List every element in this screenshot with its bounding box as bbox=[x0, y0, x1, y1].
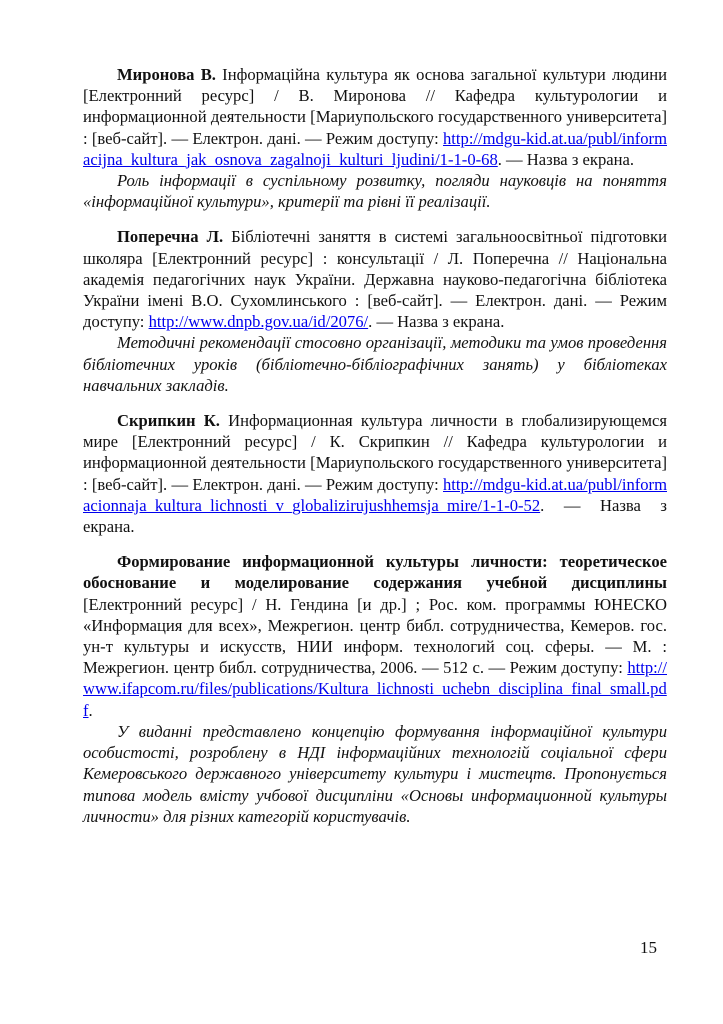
entry-suffix: . bbox=[88, 700, 93, 720]
entry-citation bbox=[83, 410, 667, 537]
entry-citation bbox=[83, 226, 667, 332]
entry-author: Формирование информационной культуры личности: теоретическое обоснование и моделирование содержания учебной дисциплины bbox=[83, 552, 667, 593]
entry-suffix: . — Назва з екрана. bbox=[83, 495, 667, 537]
annotation-text: Методичні рекомендації стосовно організації, методики та умов проведення бібліотечних уроків (бібліотечно-бібліографічних занять) у бібліотеках навчальних закладів. bbox=[83, 333, 667, 395]
entry-citation bbox=[83, 551, 667, 721]
entry-link[interactable]: http://www.ifapcom.ru/files/publications/Kultura_lichnosti_uchebn_disciplina_final_small.pdf bbox=[83, 658, 667, 720]
entry-author: Поперечна Л. bbox=[117, 227, 224, 247]
annotation-text: Роль інформації в суспільному розвитку, погляди науковців на поняття «інформаційної культури», критерії та рівні її реалізації. bbox=[83, 171, 667, 212]
bibliography-list bbox=[83, 64, 667, 841]
bibliography-entry bbox=[83, 551, 667, 827]
bibliography-entry bbox=[83, 226, 667, 396]
entry-title: Бібліотечні заняття в системі загальноосвітньої підготовки школяра [Електронний ресурс] : консультації / Л. Поперечна // Національна академія педагогічних наук України. Державна науково-педагогічна бібліотека України імені В.О. Сухомлинського : [веб-сайт]. — Електрон. дані. — Режим доступу: bbox=[83, 227, 667, 332]
entry-link[interactable]: http://www.dnpb.gov.ua/id/2076/ bbox=[148, 312, 369, 332]
entry-author: Скрипкин К. bbox=[117, 411, 220, 431]
entry-title: Информационная культура личности в глобализирующемся мире [Електронний ресурс] / К. Скрипкин // Кафедра культурологии и информационной деятельности [Мариупольского государственного университета] : [веб-сайт]. — Електрон. дані. — Режим доступу: bbox=[83, 411, 667, 494]
entry-link[interactable]: http://mdgu-kid.at.ua/publ/informacionnaja_kultura_lichnosti_v_globalizirujushhemsja_mire/1-1-0-52 bbox=[83, 474, 667, 515]
page-number: 15 bbox=[640, 938, 657, 957]
entry-suffix: . — Назва з екрана. bbox=[497, 149, 635, 169]
entry-author: Миронова В. bbox=[117, 65, 216, 84]
bibliography-entry bbox=[83, 64, 667, 212]
entry-annotation bbox=[83, 721, 667, 827]
entry-annotation bbox=[83, 332, 667, 396]
annotation-text: У виданні представлено концепцію формування інформаційної культури особистості, розроблену в НДІ інформаційних технологій соціальної сфери Кемеровського державного університету культури і мистецтв. Пропонується типова модель вмісту учбової дисципліни «Основы информационной культуры личности» для різних категорій користувачів. bbox=[83, 721, 667, 826]
entry-title: Інформаційна культура як основа загальної культури людини [Електронний ресурс] / В. Миронова // Кафедра культурологии и информационной деятельности [Мариупольского государственного университета] : [веб-сайт]. — Електрон. дані. — Режим доступу: bbox=[83, 65, 667, 148]
entry-citation bbox=[83, 64, 667, 170]
entry-link[interactable]: http://mdgu-kid.at.ua/publ/informacijna_kultura_jak_osnova_zagalnoji_kulturi_ljudini/1-1-0-68 bbox=[83, 128, 667, 169]
entry-suffix: . — Назва з екрана. bbox=[368, 312, 505, 332]
entry-title: [Електронний ресурс] / Н. Гендина [и др.] ; Рос. ком. программы ЮНЕСКО «Информация для всех», Межрегион. центр библ. сотрудничества, Кемеров. гос. ун-т культуры и искусств, НИИ информ. технологий соц. сферы. — М. : Межрегион. центр библ. сотрудничества, 2006. — 512 с. — Режим доступу: bbox=[83, 594, 667, 678]
entry-annotation bbox=[83, 170, 667, 212]
bibliography-entry bbox=[83, 410, 667, 537]
